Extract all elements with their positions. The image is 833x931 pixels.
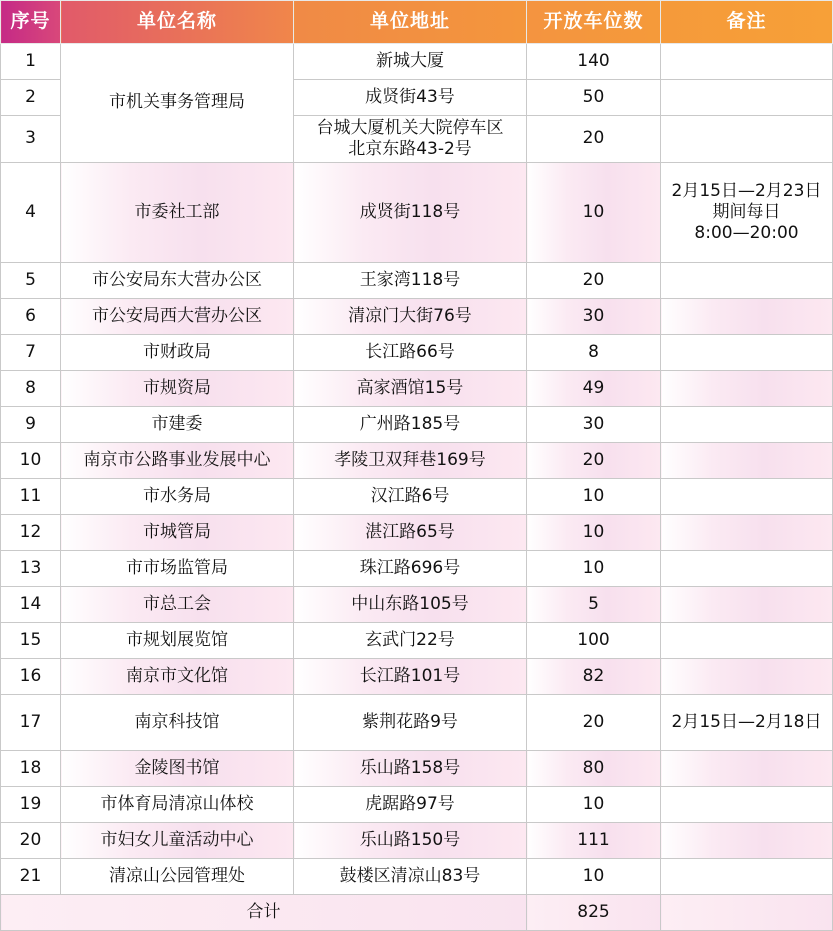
row-no: 4 <box>1 163 61 263</box>
table-row <box>1 659 833 695</box>
row-note <box>661 407 833 443</box>
row-address: 广州路185号 <box>294 407 527 443</box>
table-row <box>1 479 833 515</box>
row-name: 清凉山公园管理处 <box>61 859 294 895</box>
table-row <box>1 695 833 751</box>
table-row <box>1 859 833 895</box>
row-no: 19 <box>1 787 61 823</box>
row-address: 成贤街43号 <box>294 80 527 116</box>
table-row <box>1 263 833 299</box>
row-address: 高家酒馆15号 <box>294 371 527 407</box>
row-address: 孝陵卫双拜巷169号 <box>294 443 527 479</box>
row-spaces: 20 <box>527 443 661 479</box>
table-row <box>1 335 833 371</box>
row-address <box>294 116 527 163</box>
row-spaces: 10 <box>527 787 661 823</box>
row-address: 王家湾118号 <box>294 263 527 299</box>
row-address-line: 台城大厦机关大院停车区 <box>316 117 504 138</box>
header-note: 备注 <box>661 1 833 44</box>
row-note <box>661 44 833 80</box>
row-note <box>661 823 833 859</box>
row-spaces: 5 <box>527 587 661 623</box>
row-spaces: 10 <box>527 479 661 515</box>
row-no: 11 <box>1 479 61 515</box>
row-no: 15 <box>1 623 61 659</box>
row-note <box>661 751 833 787</box>
row-spaces: 140 <box>527 44 661 80</box>
row-address: 玄武门22号 <box>294 623 527 659</box>
row-note-line: 8:00—20:00 <box>694 223 799 244</box>
row-name: 市财政局 <box>61 335 294 371</box>
header-spaces: 开放车位数 <box>527 1 661 44</box>
row-name: 市机关事务管理局 <box>61 44 294 163</box>
row-spaces: 111 <box>527 823 661 859</box>
row-address: 湛江路65号 <box>294 515 527 551</box>
row-no: 7 <box>1 335 61 371</box>
row-address: 鼓楼区清凉山83号 <box>294 859 527 895</box>
table-row <box>1 443 833 479</box>
row-no: 8 <box>1 371 61 407</box>
table-row <box>1 623 833 659</box>
row-note <box>661 659 833 695</box>
row-spaces: 10 <box>527 515 661 551</box>
row-no: 18 <box>1 751 61 787</box>
row-note <box>661 163 833 263</box>
row-no: 1 <box>1 44 61 80</box>
row-address: 中山东路105号 <box>294 587 527 623</box>
row-address: 乐山路158号 <box>294 751 527 787</box>
row-address: 长江路101号 <box>294 659 527 695</box>
row-address: 乐山路150号 <box>294 823 527 859</box>
table-row <box>1 787 833 823</box>
row-note <box>661 443 833 479</box>
row-address: 成贤街118号 <box>294 163 527 263</box>
row-no: 3 <box>1 116 61 163</box>
header-row <box>1 1 833 44</box>
row-name: 市委社工部 <box>61 163 294 263</box>
row-address: 珠江路696号 <box>294 551 527 587</box>
row-spaces: 10 <box>527 163 661 263</box>
row-address: 长江路66号 <box>294 335 527 371</box>
table-row <box>1 823 833 859</box>
row-address: 汉江路6号 <box>294 479 527 515</box>
row-note <box>661 787 833 823</box>
table-row <box>1 371 833 407</box>
row-name: 市公安局东大营办公区 <box>61 263 294 299</box>
row-note: 2月15日—2月18日 <box>661 695 833 751</box>
row-spaces: 30 <box>527 299 661 335</box>
row-note <box>661 859 833 895</box>
row-no: 12 <box>1 515 61 551</box>
row-note-line: 期间每日 <box>712 201 781 222</box>
row-name: 市建委 <box>61 407 294 443</box>
row-no: 9 <box>1 407 61 443</box>
row-spaces: 30 <box>527 407 661 443</box>
row-spaces: 20 <box>527 695 661 751</box>
header-name: 单位名称 <box>61 1 294 44</box>
row-name: 市总工会 <box>61 587 294 623</box>
row-no: 10 <box>1 443 61 479</box>
row-no: 17 <box>1 695 61 751</box>
table-row <box>1 407 833 443</box>
table-row <box>1 299 833 335</box>
row-note <box>661 116 833 163</box>
total-spaces: 825 <box>527 895 661 931</box>
row-spaces: 10 <box>527 859 661 895</box>
row-name: 市妇女儿童活动中心 <box>61 823 294 859</box>
row-spaces: 82 <box>527 659 661 695</box>
row-note <box>661 479 833 515</box>
table-row <box>1 515 833 551</box>
row-name: 南京市公路事业发展中心 <box>61 443 294 479</box>
row-spaces: 50 <box>527 80 661 116</box>
row-no: 21 <box>1 859 61 895</box>
row-address-line: 北京东路43-2号 <box>348 139 472 159</box>
row-name: 南京科技馆 <box>61 695 294 751</box>
row-spaces: 49 <box>527 371 661 407</box>
row-note <box>661 515 833 551</box>
row-note <box>661 299 833 335</box>
row-note <box>661 335 833 371</box>
row-note <box>661 80 833 116</box>
row-name: 南京市文化馆 <box>61 659 294 695</box>
table-row <box>1 163 833 263</box>
row-note <box>661 587 833 623</box>
row-address: 新城大厦 <box>294 44 527 80</box>
row-address: 清凉门大街76号 <box>294 299 527 335</box>
total-label: 合计 <box>1 895 527 931</box>
total-row <box>1 895 833 931</box>
total-note <box>661 895 833 931</box>
row-name: 市水务局 <box>61 479 294 515</box>
row-no: 2 <box>1 80 61 116</box>
row-note <box>661 623 833 659</box>
row-name: 金陵图书馆 <box>61 751 294 787</box>
table-row <box>1 44 833 80</box>
row-no: 16 <box>1 659 61 695</box>
row-note <box>661 263 833 299</box>
row-name: 市城管局 <box>61 515 294 551</box>
row-no: 14 <box>1 587 61 623</box>
header-no: 序号 <box>1 1 61 44</box>
row-no: 5 <box>1 263 61 299</box>
row-name: 市体育局清凉山体校 <box>61 787 294 823</box>
row-note <box>661 551 833 587</box>
row-no: 6 <box>1 299 61 335</box>
table-row <box>1 551 833 587</box>
row-address: 紫荆花路9号 <box>294 695 527 751</box>
row-name: 市公安局西大营办公区 <box>61 299 294 335</box>
row-spaces: 20 <box>527 263 661 299</box>
row-no: 13 <box>1 551 61 587</box>
table-row <box>1 587 833 623</box>
row-name: 市市场监管局 <box>61 551 294 587</box>
row-note-line: 2月15日—2月23日 <box>671 180 822 201</box>
row-name: 市规划展览馆 <box>61 623 294 659</box>
header-address: 单位地址 <box>294 1 527 44</box>
row-no: 20 <box>1 823 61 859</box>
row-spaces: 8 <box>527 335 661 371</box>
row-spaces: 100 <box>527 623 661 659</box>
row-spaces: 80 <box>527 751 661 787</box>
table-row <box>1 751 833 787</box>
row-spaces: 20 <box>527 116 661 163</box>
row-note <box>661 371 833 407</box>
row-spaces: 10 <box>527 551 661 587</box>
row-name: 市规资局 <box>61 371 294 407</box>
row-address: 虎踞路97号 <box>294 787 527 823</box>
